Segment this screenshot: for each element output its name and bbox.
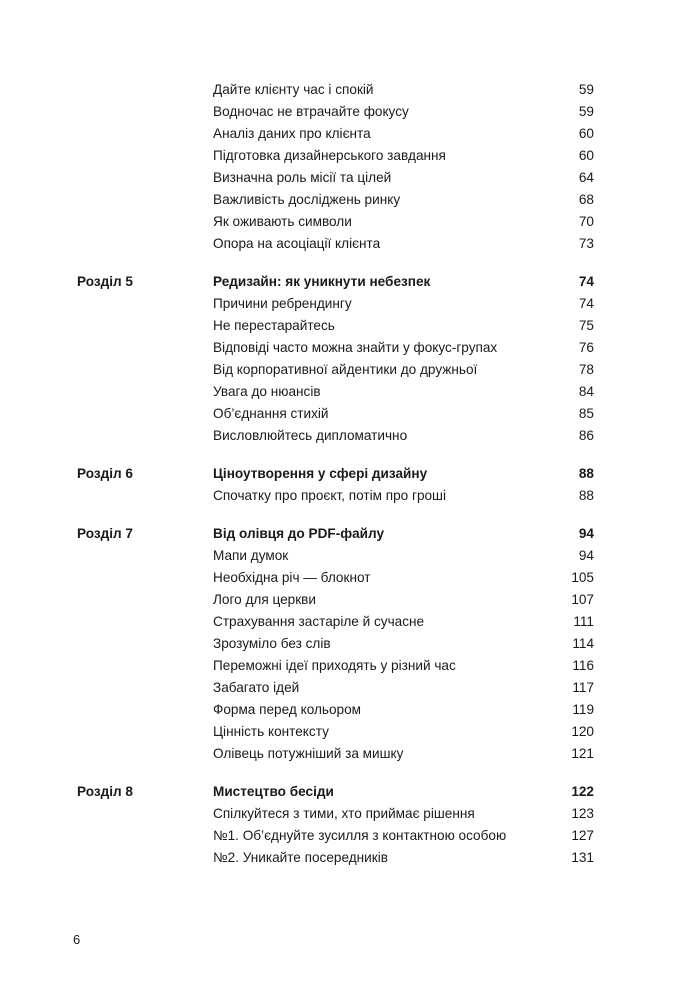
toc-entry-page: 85 bbox=[578, 406, 594, 421]
toc-entry-page: 64 bbox=[578, 170, 594, 185]
toc-entry-title: Об’єднання стихій bbox=[213, 406, 329, 421]
toc-entry-page: 60 bbox=[578, 148, 594, 163]
toc-entry bbox=[0, 847, 700, 869]
section-spacer bbox=[0, 507, 700, 523]
chapter-label: Розділ 7 bbox=[77, 526, 133, 541]
toc-entry-page: 60 bbox=[578, 126, 594, 141]
toc-entry-title: Відповіді часто можна знайти у фокус-групах bbox=[213, 340, 498, 355]
toc-entry bbox=[0, 485, 700, 507]
chapter-title: Від олівця до PDF-файлу bbox=[213, 526, 385, 541]
toc-entry bbox=[0, 699, 700, 721]
toc-entry-title: Як оживають символи bbox=[213, 214, 352, 229]
toc-entry-page: 86 bbox=[578, 428, 594, 443]
toc-entry-page: 131 bbox=[571, 850, 594, 865]
toc-entry-title: Не перестарайтесь bbox=[213, 318, 335, 333]
toc-entry-title: Дайте клієнту час і спокій bbox=[213, 82, 374, 97]
table-of-contents bbox=[0, 79, 700, 869]
chapter-label: Розділ 6 bbox=[77, 466, 133, 481]
toc-entry-page: 59 bbox=[578, 82, 594, 97]
toc-entry-page: 78 bbox=[578, 362, 594, 377]
chapter-heading bbox=[0, 271, 700, 293]
toc-entry-title: Увага до нюансів bbox=[213, 384, 321, 399]
toc-entry bbox=[0, 233, 700, 255]
toc-entry bbox=[0, 211, 700, 233]
chapter-heading bbox=[0, 463, 700, 485]
toc-entry-title: Страхування застаріле й сучасне bbox=[213, 614, 425, 629]
toc-entry-page: 119 bbox=[572, 702, 594, 717]
toc-entry bbox=[0, 359, 700, 381]
toc-entry bbox=[0, 545, 700, 567]
page-number: 6 bbox=[73, 932, 81, 947]
toc-entry bbox=[0, 567, 700, 589]
section-spacer bbox=[0, 447, 700, 463]
toc-entry-title: Аналіз даних про клієнта bbox=[213, 126, 371, 141]
toc-entry-title: Причини ребрендингу bbox=[213, 296, 352, 311]
toc-entry bbox=[0, 425, 700, 447]
toc-entry bbox=[0, 381, 700, 403]
toc-entry-title: Форма перед кольором bbox=[213, 702, 361, 717]
toc-entry-page: 107 bbox=[571, 592, 594, 607]
toc-entry-title: Водночас не втрачайте фокусу bbox=[213, 104, 409, 119]
section-spacer bbox=[0, 255, 700, 271]
toc-entry-title: Спочатку про проєкт, потім про гроші bbox=[213, 488, 446, 503]
toc-entry-title: Цінність контексту bbox=[213, 724, 329, 739]
toc-entry bbox=[0, 337, 700, 359]
chapter-page: 88 bbox=[578, 466, 594, 481]
toc-entry-page: 74 bbox=[578, 296, 594, 311]
toc-entry-page: 127 bbox=[571, 828, 594, 843]
toc-entry bbox=[0, 403, 700, 425]
toc-entry-title: Визначна роль місії та цілей bbox=[213, 170, 392, 185]
toc-entry-page: 88 bbox=[578, 488, 594, 503]
toc-entry-title: Необхідна річ — блокнот bbox=[213, 570, 371, 585]
toc-entry bbox=[0, 803, 700, 825]
toc-entry-title: Спілкуйтеся з тими, хто приймає рішення bbox=[213, 806, 475, 821]
toc-entry bbox=[0, 145, 700, 167]
chapter-title: Ціноутворення у сфері дизайну bbox=[213, 466, 428, 481]
toc-entry-title: Висловлюйтесь дипломатично bbox=[213, 428, 408, 443]
toc-entry-title: Мапи думок bbox=[213, 548, 289, 563]
toc-entry-page: 94 bbox=[578, 548, 594, 563]
toc-entry-title: Важливість досліджень ринку bbox=[213, 192, 401, 207]
toc-entry-title: Лого для церкви bbox=[213, 592, 316, 607]
chapter-page: 74 bbox=[578, 274, 594, 289]
toc-entry-page: 105 bbox=[571, 570, 594, 585]
toc-entry bbox=[0, 589, 700, 611]
toc-entry-page: 84 bbox=[578, 384, 594, 399]
toc-entry-page: 116 bbox=[572, 658, 594, 673]
toc-entry-title: №2. Уникайте посередників bbox=[213, 850, 388, 865]
toc-entry bbox=[0, 167, 700, 189]
toc-entry bbox=[0, 825, 700, 847]
toc-entry-title: Переможні ідеї приходять у різний час bbox=[213, 658, 456, 673]
toc-entry bbox=[0, 721, 700, 743]
toc-entry-page: 70 bbox=[578, 214, 594, 229]
toc-entry-page: 75 bbox=[578, 318, 594, 333]
toc-entry bbox=[0, 677, 700, 699]
toc-entry bbox=[0, 189, 700, 211]
toc-entry-page: 114 bbox=[572, 636, 594, 651]
toc-entry-page: 117 bbox=[572, 680, 594, 695]
toc-entry-title: Олівець потужніший за мишку bbox=[213, 746, 404, 761]
toc-entry-title: Від корпоративної айдентики до дружньої bbox=[213, 362, 478, 377]
toc-entry-page: 111 bbox=[573, 614, 594, 629]
toc-entry-title: №1. Об’єднуйте зусилля з контактною особою bbox=[213, 828, 507, 843]
chapter-page: 94 bbox=[578, 526, 594, 541]
toc-entry-page: 121 bbox=[571, 746, 594, 761]
toc-entry bbox=[0, 743, 700, 765]
chapter-heading bbox=[0, 781, 700, 803]
toc-entry bbox=[0, 123, 700, 145]
toc-entry-page: 68 bbox=[578, 192, 594, 207]
toc-entry bbox=[0, 633, 700, 655]
toc-entry bbox=[0, 79, 700, 101]
toc-entry-page: 73 bbox=[578, 236, 594, 251]
toc-entry bbox=[0, 101, 700, 123]
toc-entry bbox=[0, 293, 700, 315]
toc-entry bbox=[0, 655, 700, 677]
toc-entry-page: 123 bbox=[571, 806, 594, 821]
toc-entry-title: Опора на асоціації клієнта bbox=[213, 236, 381, 251]
chapter-title: Редизайн: як уникнути небезпек bbox=[213, 274, 431, 289]
toc-entry bbox=[0, 315, 700, 337]
chapter-label: Розділ 8 bbox=[77, 784, 133, 799]
toc-entry-title: Підготовка дизайнерського завдання bbox=[213, 148, 446, 163]
toc-entry-title: Забагато ідей bbox=[213, 680, 300, 695]
section-spacer bbox=[0, 765, 700, 781]
toc-entry-title: Зрозуміло без слів bbox=[213, 636, 331, 651]
toc-entry-page: 76 bbox=[578, 340, 594, 355]
toc-entry bbox=[0, 611, 700, 633]
toc-entry-page: 59 bbox=[578, 104, 594, 119]
toc-entry-page: 120 bbox=[571, 724, 594, 739]
chapter-page: 122 bbox=[571, 784, 594, 799]
chapter-title: Мистецтво бесіди bbox=[213, 784, 334, 799]
chapter-label: Розділ 5 bbox=[77, 274, 133, 289]
chapter-heading bbox=[0, 523, 700, 545]
